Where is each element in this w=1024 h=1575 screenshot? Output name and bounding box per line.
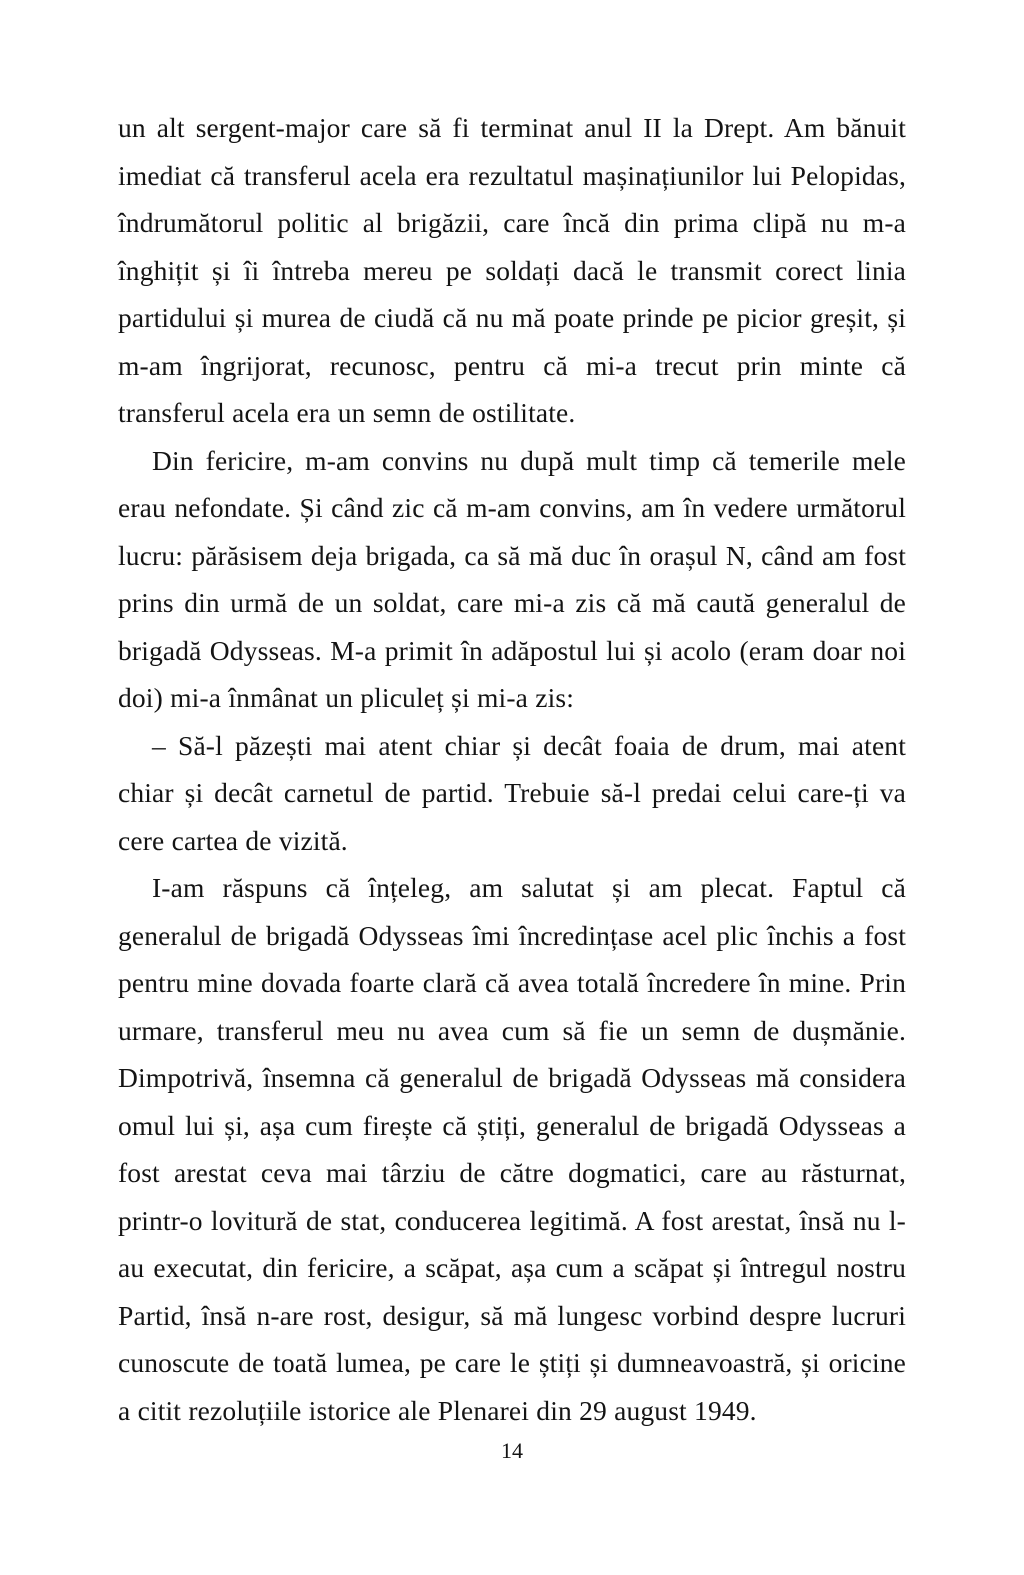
body-text (118, 104, 906, 1434)
paragraph: un alt sergent-major care să fi terminat anul II la Drept. Am bănuit imediat că transferul acela era rezultatul mașinațiunilor lui Pelopidas, îndrumătorul politic al brigăzii, care încă din prima clipă nu m-a înghițit și îi întreba mereu pe soldați dacă le transmit corect linia partidului și murea de ciudă că nu mă poate prinde pe picior greșit, și m-am îngrijorat, recunosc, pentru că mi-a trecut prin minte că transferul acela era un semn de ostilitate. (118, 112, 906, 428)
paragraph: I-am răspuns că înțeleg, am salutat și am plecat. Faptul că generalul de brigadă Odysseas îmi încredințase acel plic închis a fost pentru mine dovada foarte clară că avea totală încredere în mine. Prin urmare, transferul meu nu avea cum să fie un semn de dușmănie. Dimpotrivă, însemna că generalul de brigadă Odysseas mă considera omul lui și, așa cum firește că știți, generalul de brigadă Odysseas a fost arestat ceva mai târziu de către dogmatici, care au răsturnat, printr-o lovitură de stat, conducerea legitimă. A fost arestat, însă nu l-au executat, din fericire, a scăpat, așa cum a scăpat și întregul nostru Partid, însă n-are rost, desigur, să mă lungesc vorbind despre lucruri cunoscute de toată lumea, pe care le știți și dumneavoastră, și oricine a citit rezoluțiile istorice ale Plenarei din 29 august 1949. (118, 872, 906, 1426)
paragraph: – Să-l păzești mai atent chiar și decât foaia de drum, mai atent chiar și decât carnetul de partid. Trebuie să-l predai celui care-ți va cere cartea de vizită. (118, 729, 906, 856)
page-number: 14 (501, 1438, 523, 1463)
paragraph: Din fericire, m-am convins nu după mult timp că temerile mele erau nefondate. Și când zic că m-am convins, am în vedere următorul lucru: părăsisem deja brigada, ca să mă duc în orașul N, când am fost prins din urmă de un soldat, care mi-a zis că mă caută generalul de brigadă Odysseas. M-a primit în adăpostul lui și acolo (eram doar noi doi) mi-a înmânat un pliculeț și mi-a zis: (118, 444, 906, 713)
